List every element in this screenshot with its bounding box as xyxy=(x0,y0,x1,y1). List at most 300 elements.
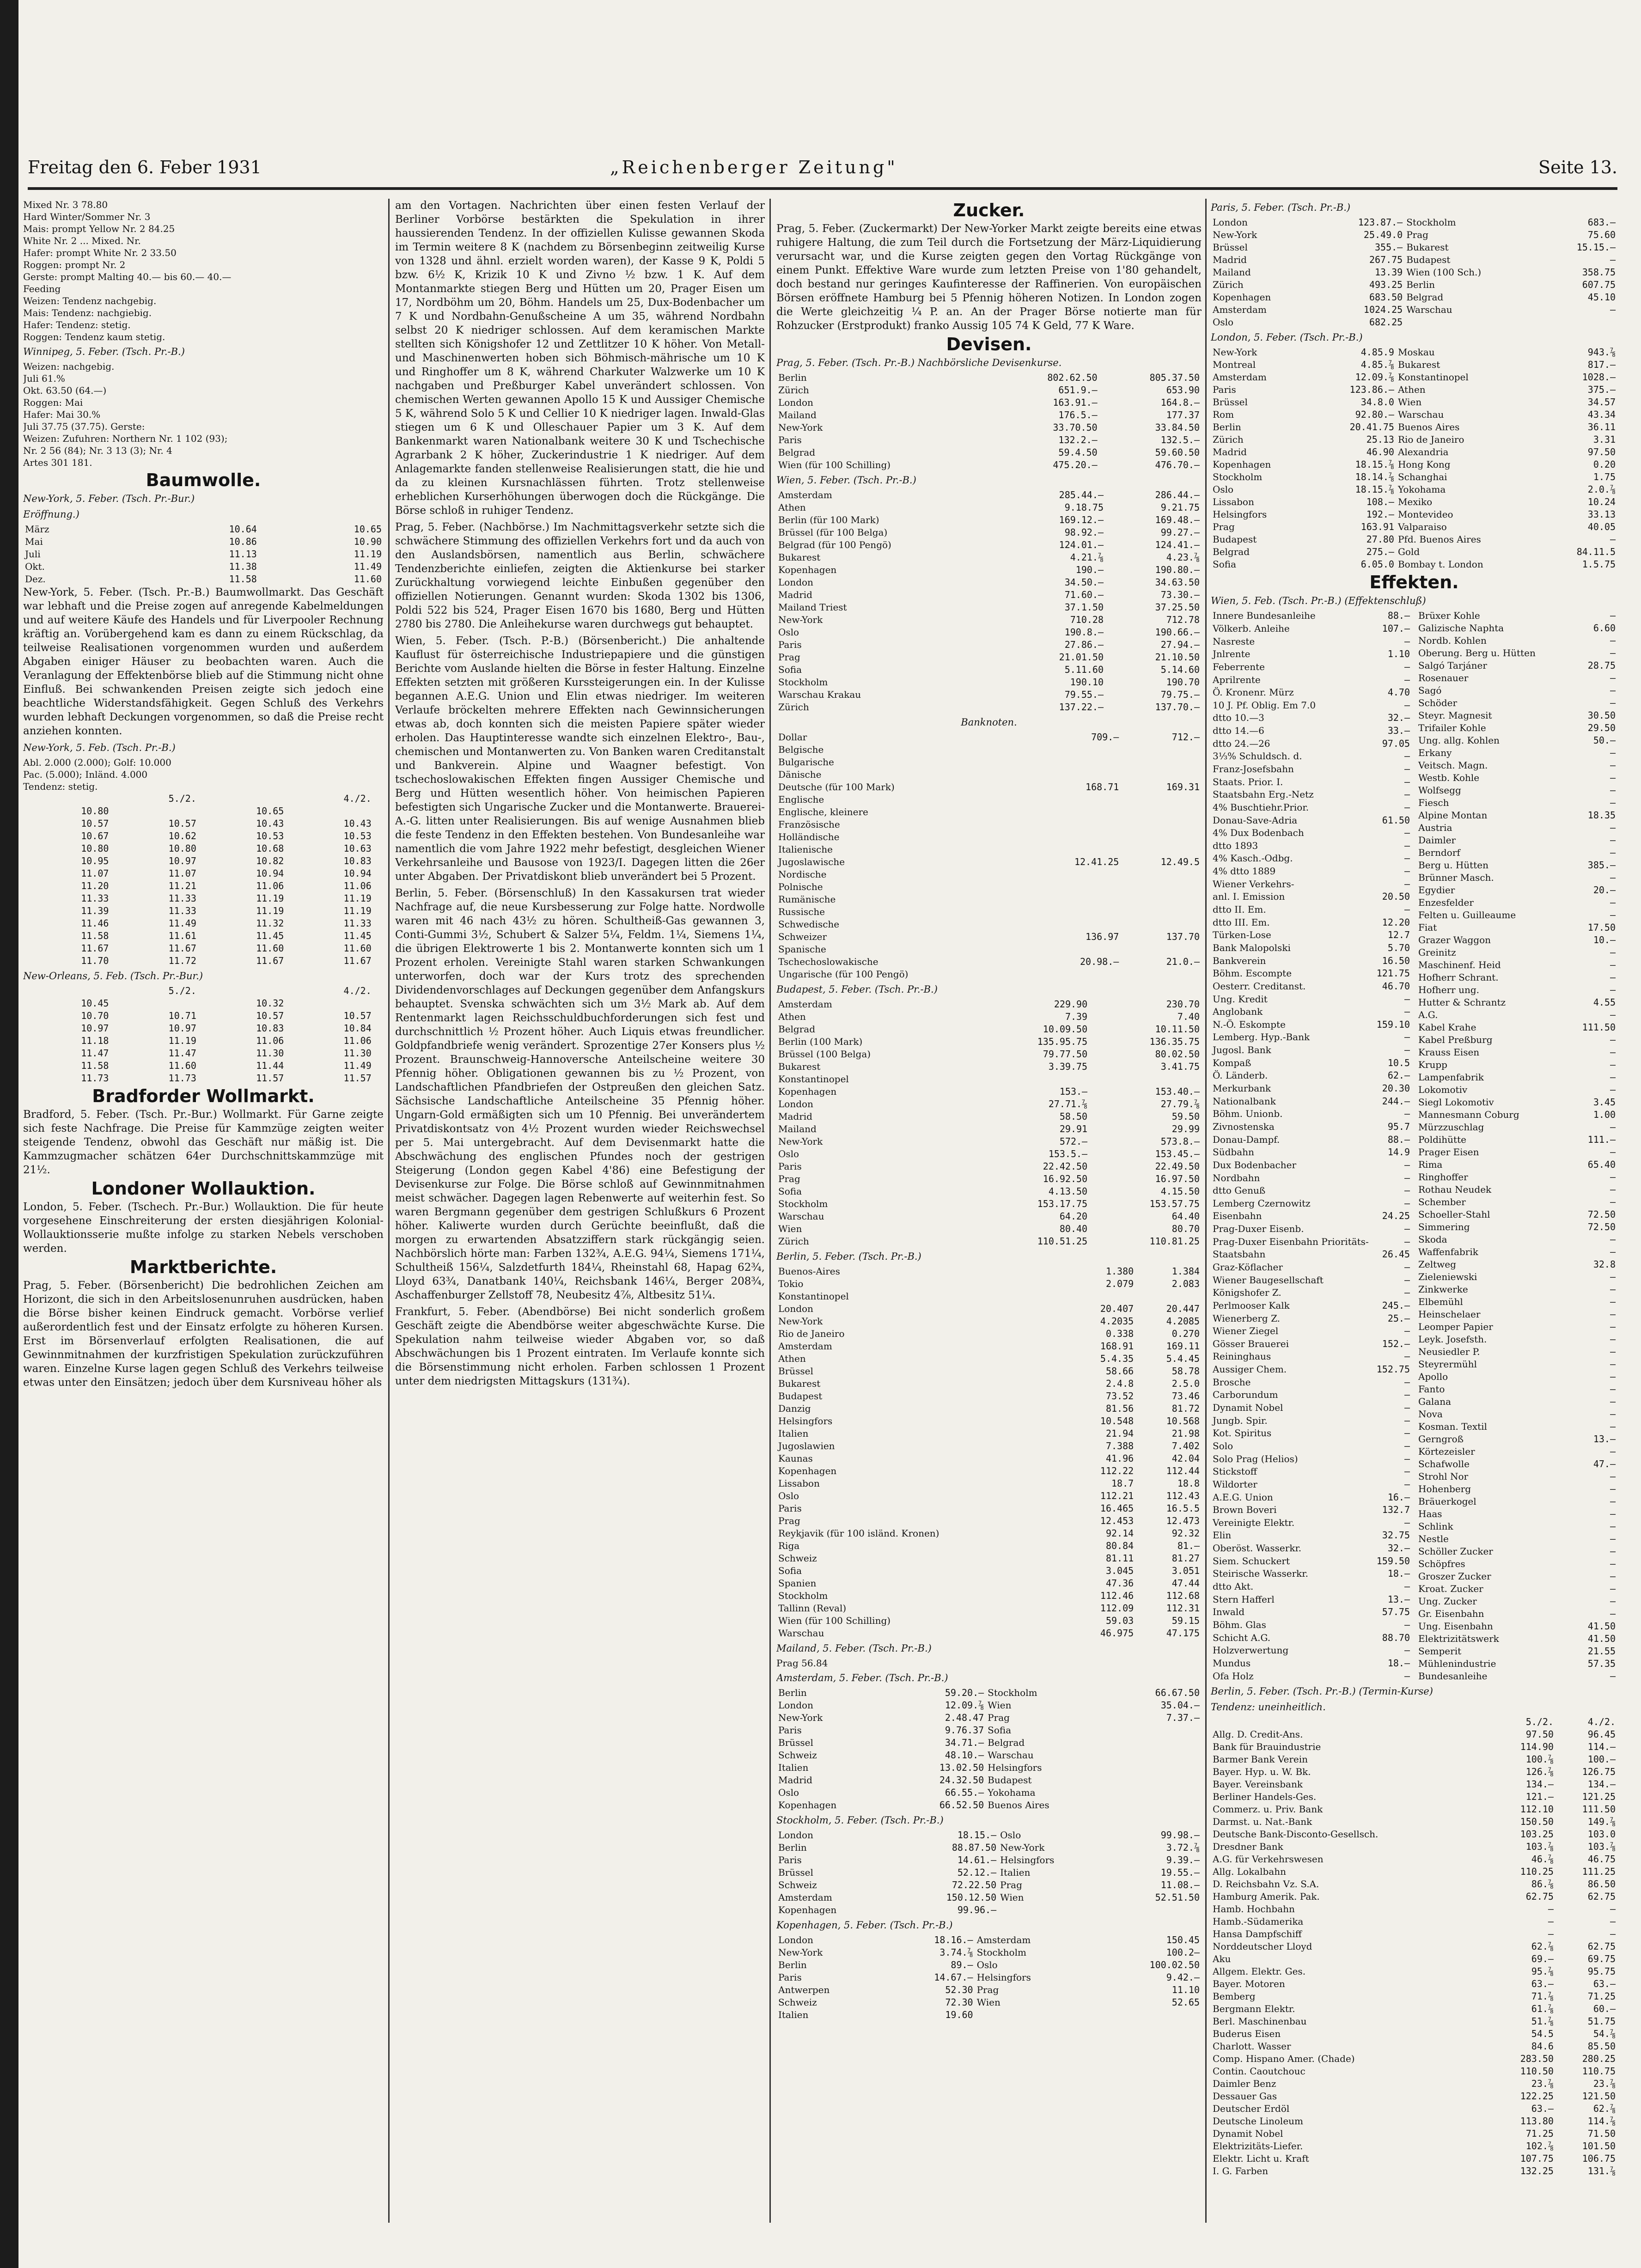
table-cell xyxy=(1121,806,1202,818)
table-cell: London xyxy=(778,577,813,588)
table-cell: Konstantinopel xyxy=(1397,372,1469,383)
table-row xyxy=(1416,734,1617,747)
table-row xyxy=(23,536,384,548)
table-cell: 100.— xyxy=(1587,1754,1616,1765)
table-cell: Berliner Handels-Ges. xyxy=(1213,1791,1317,1802)
table-cell: 4% Dux Bodenbach xyxy=(1213,827,1304,839)
table-row xyxy=(1416,1396,1617,1408)
table-cell: 802.62.50 xyxy=(1047,372,1098,383)
table-row xyxy=(1211,216,1617,229)
table-cell: Allgem. Elektr. Ges. xyxy=(1213,1966,1306,1977)
table-cell: New-York xyxy=(778,1947,823,1958)
table-cell: 92.32 xyxy=(1171,1528,1200,1539)
table-row xyxy=(1416,847,1617,859)
table-cell: 651.9.— xyxy=(1058,384,1098,396)
table-row xyxy=(1211,1452,1412,1465)
table-row xyxy=(1211,610,1412,622)
table-cell: 58.50 xyxy=(1059,1111,1088,1122)
table-cell: — xyxy=(1610,772,1616,783)
table-cell: — xyxy=(1610,947,1616,958)
table-cell: Daimler Benz xyxy=(1213,2078,1276,2089)
table-row xyxy=(776,893,1202,906)
table-cell: dtto III. Em. xyxy=(1213,916,1270,928)
table-row xyxy=(1211,942,1412,955)
table-cell: 34.50.— xyxy=(1064,577,1104,588)
table-cell: — xyxy=(1404,1031,1410,1043)
table-cell: 4.85.⅞ xyxy=(1360,359,1394,370)
table-cell: Riga xyxy=(778,1540,800,1551)
table-row xyxy=(1211,471,1617,483)
table-row xyxy=(1211,1580,1412,1593)
table-cell: Alexandria xyxy=(1397,446,1449,457)
table-cell: 805.37.50 xyxy=(1149,372,1200,383)
table-cell: 95.75 xyxy=(1587,1966,1616,1977)
table-cell: — xyxy=(1404,750,1410,762)
table-cell: Brünner Masch. xyxy=(1418,872,1494,883)
table-cell: 11.19 xyxy=(343,905,372,916)
table-cell: Kaunas xyxy=(778,1453,813,1464)
table-cell: Bank für Brauindustrie xyxy=(1213,1741,1321,1752)
table-cell xyxy=(1110,1737,1202,1749)
table-cell: 6.05.0 xyxy=(1360,559,1394,570)
table-cell: 97.50 xyxy=(1525,1729,1554,1740)
table-cell: 122.25 xyxy=(1520,2091,1554,2102)
table-cell: 96.45 xyxy=(1587,1729,1616,1740)
table-row xyxy=(776,968,1202,981)
table-cell: Zieleniewski xyxy=(1418,1271,1477,1282)
table-row xyxy=(1416,1021,1617,1034)
table-row xyxy=(1416,1445,1617,1458)
table-cell: 159.50 xyxy=(1376,1555,1410,1567)
table-cell: London xyxy=(778,1829,813,1841)
table-row xyxy=(1416,1258,1617,1271)
table-row xyxy=(1211,1567,1412,1580)
table-cell: 126.75 xyxy=(1582,1766,1616,1777)
table-cell: Rio de Janeiro xyxy=(778,1328,845,1339)
table-row xyxy=(1211,801,1412,814)
table-cell: Hamb.-Südamerika xyxy=(1213,1916,1304,1927)
text-line: Artes 301 181. xyxy=(23,457,92,468)
table-cell: Neusiedler P. xyxy=(1418,1346,1480,1357)
text-line: Hard Winter/Sommer Nr. 3 xyxy=(23,211,151,222)
table-cell: Brüssel (für 100 Belga) xyxy=(778,527,888,538)
table-row xyxy=(1211,929,1412,942)
table-row xyxy=(1416,1608,1617,1620)
table-cell: 3.45 xyxy=(1593,1097,1616,1108)
table-cell: — xyxy=(1404,904,1410,915)
table-row xyxy=(776,676,1202,689)
table-row xyxy=(776,1540,1202,1552)
table-cell: Austria xyxy=(1418,822,1452,833)
table-row xyxy=(1416,709,1617,722)
table-cell xyxy=(1030,793,1121,806)
table-cell: 61.50 xyxy=(1382,814,1410,826)
table-row xyxy=(1211,1056,1412,1069)
table-row xyxy=(776,539,1202,551)
table-row xyxy=(1416,684,1617,697)
table-cell: Helsingfors xyxy=(976,1972,1031,1983)
table-cell: 11.70 xyxy=(81,955,109,966)
table-cell: 63.— xyxy=(1593,1978,1616,1989)
text-line: Hafer: prompt White Nr. 2 33.50 xyxy=(23,247,177,258)
table-cell: 11.10 xyxy=(1171,1984,1200,1995)
table-cell: — xyxy=(1404,1402,1410,1414)
table-cell: 18.7 xyxy=(1111,1478,1134,1489)
table-cell: 10.80 xyxy=(81,805,109,817)
table-row xyxy=(1211,421,1617,433)
table-row xyxy=(1416,622,1617,634)
table-cell: 50.— xyxy=(1593,735,1616,746)
table-cell: 13.— xyxy=(1593,1433,1616,1445)
table-cell: Steirische Wasserkr. xyxy=(1213,1568,1308,1579)
table-header-cell: 4./2. xyxy=(343,793,372,804)
sugar-report: Prag, 5. Feber. (Zuckermarkt) Der New-Yorker Markt zeigte bereits eine etwas ruhigere Haltung, die zum Teil durch die Fortsetzung der März-Liquidierung verursacht war, und die Kurse zeigten gegen den Vortag Rückgänge von einem Punkt. Effektive Ware wurde zum letzten Preise von 1'80 gehandelt, doch bestand nur geringes Kaufinteresse der Raffinerien. Von europäischen Börsen eröffnete Hamburg bei 5 Pfennig höheren Notizen. In London zogen die Werte gleichzeitig ¼ P. an. An der Prager Börse notierte man für Rohzucker (Erstprodukt) franko Aussig 105 74 K Geld, 77 K Ware. xyxy=(776,223,1202,332)
table-cell: 7.402 xyxy=(1171,1440,1200,1451)
table-cell: Steyr. Magnesit xyxy=(1418,710,1492,721)
table-cell: Erkany xyxy=(1418,747,1452,758)
table-cell: Egydier xyxy=(1418,884,1455,896)
table-cell: 13.— xyxy=(1387,1593,1410,1605)
table-cell: 7.39 xyxy=(1065,1011,1088,1022)
table-cell: 11.13 xyxy=(229,549,257,560)
table-cell: 29.99 xyxy=(1171,1123,1200,1134)
table-cell: 112.31 xyxy=(1166,1603,1200,1614)
table-cell: — xyxy=(1548,1903,1554,1914)
table-cell: 11.44 xyxy=(256,1060,284,1071)
table-cell: — xyxy=(1610,1371,1616,1382)
table-row xyxy=(776,396,1202,409)
table-cell xyxy=(1069,1290,1135,1303)
table-cell: — xyxy=(1404,1261,1410,1273)
table-row xyxy=(1211,558,1617,571)
table-cell: Paris xyxy=(778,1503,802,1514)
table-row xyxy=(776,589,1202,601)
table-row xyxy=(1416,647,1617,659)
table-cell: 169.12.— xyxy=(1059,514,1104,525)
table-cell: 132.5.— xyxy=(1160,434,1200,445)
table-row xyxy=(1211,2078,1617,2090)
table-cell: — xyxy=(1610,822,1616,833)
table-cell: 33.84.50 xyxy=(1155,422,1200,433)
table-row xyxy=(1211,2140,1617,2152)
table-cell: 11.58 xyxy=(81,930,109,941)
table-cell: Südbahn xyxy=(1213,1146,1254,1158)
table-cell: 61.⅞ xyxy=(1531,2003,1554,2014)
table-cell: 3⅓% Schuldsch. d. xyxy=(1213,750,1302,762)
table-cell: Stockholm xyxy=(1406,217,1456,228)
table-row xyxy=(776,806,1202,818)
table-row xyxy=(1211,1940,1617,1953)
table-row xyxy=(1211,2028,1617,2040)
table-cell: 11.47 xyxy=(81,1048,109,1059)
table-header-cell xyxy=(198,793,286,805)
table-cell: 10.67 xyxy=(81,830,109,841)
table-cell: 12.49.5 xyxy=(1160,856,1200,867)
table-cell: 5.14.60 xyxy=(1160,664,1200,675)
ny-title: New-York, 5. Feber. (Tsch. Pr.-Bur.) xyxy=(23,493,195,504)
table-cell: 57.35 xyxy=(1587,1658,1616,1669)
table-row xyxy=(1211,2015,1617,2028)
table-row xyxy=(23,930,384,942)
table-cell xyxy=(1135,1290,1202,1303)
table-cell: 98.92.— xyxy=(1064,527,1104,538)
table-cell: Elektrizitäts-Liefer. xyxy=(1213,2140,1303,2152)
table-cell: 11.60 xyxy=(168,1060,196,1071)
table-cell: 110.75 xyxy=(1582,2066,1616,2077)
table-row xyxy=(1416,1296,1617,1308)
table-cell: Belgische xyxy=(778,744,824,755)
table-row xyxy=(1211,1069,1412,1082)
table-row xyxy=(23,905,384,917)
table-cell: Rosenauer xyxy=(1418,672,1469,683)
table-row xyxy=(776,1946,1202,1959)
table-row xyxy=(1211,737,1412,750)
paris-fx-title: Paris, 5. Feber. (Tsch. Pr.-B.) xyxy=(1211,202,1351,213)
table-cell: Wien xyxy=(976,1997,1000,2008)
table-row xyxy=(776,489,1202,501)
table-cell: 22.49.50 xyxy=(1155,1161,1200,1172)
table-cell: 114.⅞ xyxy=(1587,2116,1616,2127)
table-cell: dtto 24.—26 xyxy=(1213,738,1270,749)
table-row xyxy=(1416,859,1617,872)
table-cell: Wien xyxy=(1000,1892,1024,1903)
table-cell: 59.50 xyxy=(1171,1111,1200,1122)
table-cell: 79.77.50 xyxy=(1043,1049,1088,1060)
table-cell: 11.19 xyxy=(256,905,284,916)
table-cell: 0.270 xyxy=(1171,1328,1200,1339)
table-cell: — xyxy=(1610,1384,1616,1395)
grain-market-lines xyxy=(23,199,384,343)
table-cell: 4% dtto 1889 xyxy=(1213,866,1276,877)
table-row xyxy=(1211,1478,1412,1491)
table-cell: Kopenhagen xyxy=(1213,292,1271,303)
table-cell: 150.45 xyxy=(1166,1934,1200,1945)
table-row xyxy=(776,1173,1202,1185)
table-row xyxy=(776,1303,1202,1315)
table-row xyxy=(776,1265,1202,1278)
table-cell: Gösser Brauerei xyxy=(1213,1338,1289,1349)
table-cell: Waffenfabrik xyxy=(1418,1246,1478,1257)
table-cell: 12.20 xyxy=(1382,916,1410,928)
table-cell: Prag xyxy=(988,1712,1010,1723)
table-cell: Ringhoffer xyxy=(1418,1171,1468,1183)
table-cell: 11.20 xyxy=(81,880,109,891)
table-row xyxy=(776,1452,1202,1465)
table-row xyxy=(1416,1059,1617,1071)
table-cell: 80.84 xyxy=(1105,1540,1134,1551)
table-row xyxy=(1211,1644,1412,1657)
table-row xyxy=(1211,1778,1617,1791)
table-row xyxy=(1416,896,1617,909)
ny-cotton-table xyxy=(23,523,384,585)
table-cell: 27.94.— xyxy=(1160,639,1200,650)
table-cell: 11.08.— xyxy=(1160,1879,1200,1890)
table-cell: 10.43 xyxy=(343,818,372,829)
table-row xyxy=(776,564,1202,576)
table-cell: — xyxy=(1610,1521,1616,1532)
table-row xyxy=(1211,1753,1617,1766)
table-cell: 7.388 xyxy=(1105,1440,1134,1451)
table-cell: 16.465 xyxy=(1100,1503,1134,1514)
table-row xyxy=(1211,725,1412,738)
table-row xyxy=(776,1198,1202,1210)
table-cell: Mailand xyxy=(778,1123,817,1134)
table-cell: 80.70 xyxy=(1171,1223,1200,1234)
table-row xyxy=(776,1210,1202,1223)
table-cell: dtto Genuß xyxy=(1213,1185,1266,1196)
table-cell: Wolfsegg xyxy=(1418,785,1461,796)
table-cell: Buenos Aires xyxy=(1397,421,1460,433)
table-row xyxy=(1211,1803,1617,1816)
table-cell: 10.68 xyxy=(256,843,284,854)
table-cell: 17.50 xyxy=(1587,922,1616,933)
table-cell: 683.— xyxy=(1587,217,1616,228)
table-cell: Wiener Verkehrs- xyxy=(1213,878,1294,890)
table-cell xyxy=(1110,1774,1202,1786)
table-cell: — xyxy=(1610,1047,1616,1058)
table-cell: Prag xyxy=(1000,1879,1022,1890)
table-row xyxy=(1211,1542,1412,1555)
table-row xyxy=(776,793,1202,806)
table-cell: 2.0.⅞ xyxy=(1587,484,1616,495)
table-row xyxy=(1416,1134,1617,1146)
table-cell: 47.— xyxy=(1593,1458,1616,1469)
table-cell: 150.12.50 xyxy=(946,1892,997,1903)
table-row xyxy=(1416,1633,1617,1645)
table-cell: 114.90 xyxy=(1520,1741,1554,1752)
table-cell xyxy=(1121,881,1202,893)
table-cell: — xyxy=(1610,1296,1616,1307)
table-cell: Sofia xyxy=(778,1186,802,1197)
table-cell: 230.70 xyxy=(1166,999,1200,1010)
berlin-fx-title: Berlin, 5. Feber. (Tsch. Pr.-B.) xyxy=(776,1251,921,1262)
table-row xyxy=(776,1841,1202,1854)
table-cell: A.G. für Verkehrswesen xyxy=(1213,1853,1324,1865)
table-cell: Hofherr Schrant. xyxy=(1418,972,1499,983)
table-cell: — xyxy=(1404,1453,1410,1464)
table-cell: Inwald xyxy=(1213,1606,1245,1618)
table-cell: 100.2— xyxy=(1166,1947,1200,1958)
table-cell: 10.57 xyxy=(168,818,196,829)
text-line: Mais: Tendenz: nachgiebig. xyxy=(23,307,152,318)
table-cell: — xyxy=(1610,1359,1616,1370)
table-cell: Berlin xyxy=(1406,279,1435,290)
table-cell: Warschau xyxy=(778,1211,824,1222)
table-cell xyxy=(1121,843,1202,856)
text-line: Roggen: Mai xyxy=(23,397,83,408)
table-cell: Tallinn (Reval) xyxy=(778,1603,847,1614)
ny2-lines xyxy=(23,756,384,793)
table-cell: 29.50 xyxy=(1587,722,1616,733)
table-cell: 112.21 xyxy=(1100,1490,1134,1501)
table-row xyxy=(776,1699,1202,1712)
table-cell: Englische, kleinere xyxy=(778,806,868,817)
table-cell: 2.5.0 xyxy=(1171,1378,1200,1389)
table-cell: 114.— xyxy=(1587,1741,1616,1752)
table-cell: Zürich xyxy=(1213,279,1244,290)
table-row xyxy=(1211,2128,1617,2140)
table-row xyxy=(23,1072,384,1085)
table-cell: Yokohama xyxy=(1397,484,1446,495)
table-cell: Amsterdam xyxy=(778,1341,832,1352)
table-row xyxy=(1211,1363,1412,1376)
table-cell: Prag xyxy=(1406,229,1428,240)
table-cell: Allg. D. Credit-Ans. xyxy=(1213,1729,1303,1740)
vienna-report: Wien, 5. Feber. (Tsch. P.-B.) (Börsenbericht.) Die anhaltende Kauflust für österreichische Industriepapiere und die günstigen Berichte vom Auslande hielten die Börse in fester Haltung. Einzelne Effekten setzten mit größeren Kurssteigerungen ein. In der Kulisse begannen A.E.G. Union und Elin etwas niedriger. Im weiteren Verlaufe bröckelten mehrere Effekten nach Gewinnsicherungen etwas ab, doch konnten sich die meisten Papiere später wieder erholen. Das Hauptinteresse wandte sich einzelnen Elektro-, Bau-, chemischen und Montanwerten zu. Von Banken waren Creditanstalt und Bankverein. Alpine und Waagner befestigt. Von tschechoslowakischen Effekten fingen Aussiger Chemische und Berg und Hütten wesentlich höher. Von heimischen Papieren befestigten sich Ungarische Zucker und die Montanwerte. Brauerei-A.-G. litten unter Realisierungen. Bis auf wenige Ausnahmen blieb die feste Tendenz in den Effekten bestehen. Von Bundesanleihe war namentlich die vom Jahre 1922 mehr befestigt, desgleichen Wiener Verkehrsanleihe und Bausose von 1923/I. Dagegen litten die 26er unter Abgaben. Der Privatdiskont blieb unverändert bei 5 Prozent. xyxy=(395,635,765,883)
table-cell: 4.70 xyxy=(1387,687,1410,698)
table-row xyxy=(1211,1928,1617,1940)
table-cell: Darmst. u. Nat.-Bank xyxy=(1213,1816,1312,1827)
table-cell: 126.⅞ xyxy=(1525,1766,1554,1777)
table-header-cell: 4./2. xyxy=(1587,1716,1616,1727)
table-cell: — xyxy=(1610,747,1616,758)
table-row xyxy=(1211,1286,1412,1299)
table-cell: 385.— xyxy=(1587,860,1616,871)
table-cell: 58.78 xyxy=(1171,1366,1200,1377)
table-cell: 71.25 xyxy=(1587,1991,1616,2002)
table-row xyxy=(23,573,384,585)
table-row xyxy=(776,1712,1202,1724)
table-cell: 58.66 xyxy=(1105,1366,1134,1377)
table-cell: — xyxy=(1610,1533,1616,1544)
table-cell: — xyxy=(1610,1084,1616,1095)
table-cell: Bankverein xyxy=(1213,955,1266,966)
table-row xyxy=(1211,686,1412,699)
table-cell: 112.22 xyxy=(1100,1465,1134,1476)
table-cell: Deutscher Erdöl xyxy=(1213,2103,1290,2114)
table-cell: — xyxy=(1610,697,1616,708)
table-cell: 59.15 xyxy=(1171,1615,1200,1626)
table-row xyxy=(1416,822,1617,834)
table-cell: — xyxy=(1610,1596,1616,1607)
table-cell: Daimler xyxy=(1418,835,1456,846)
table-cell: 18.— xyxy=(1387,1657,1410,1669)
table-row xyxy=(776,1123,1202,1135)
table-cell: 14.61.— xyxy=(957,1854,997,1866)
table-cell: Staats. Prior. I. xyxy=(1213,776,1283,787)
table-cell: Ung. Kredit xyxy=(1213,993,1268,1005)
table-row xyxy=(1211,1427,1412,1440)
table-row xyxy=(776,1502,1202,1515)
table-row xyxy=(1416,1196,1617,1208)
section-heading-baumwolle: Baumwolle. xyxy=(146,470,261,490)
table-cell: 11.67 xyxy=(343,955,372,966)
table-cell: Berndorf xyxy=(1418,847,1460,858)
table-cell: — xyxy=(1610,760,1616,771)
table-cell: — xyxy=(1610,1421,1616,1432)
table-cell: — xyxy=(1404,1440,1410,1451)
table-row xyxy=(23,1035,384,1047)
table-cell: Donau-Save-Adria xyxy=(1213,814,1298,826)
table-row xyxy=(1211,1082,1412,1095)
table-row xyxy=(776,1135,1202,1148)
table-row xyxy=(23,955,384,967)
table-cell: — xyxy=(1610,1583,1616,1594)
table-cell: 20.98.— xyxy=(1080,956,1119,967)
table-row xyxy=(1211,878,1412,890)
table-cell: 163.91.— xyxy=(1053,397,1098,408)
table-cell: 229.90 xyxy=(1054,999,1088,1010)
table-cell: Oslo xyxy=(976,1959,998,1970)
table-cell: — xyxy=(1404,1236,1410,1247)
table-cell: 18.15.⅞ xyxy=(1355,484,1394,495)
table-row xyxy=(1211,1121,1412,1134)
table-cell: — xyxy=(1404,1427,1410,1439)
table-row xyxy=(1211,775,1412,788)
table-cell: New-York xyxy=(778,1316,823,1327)
table-cell: Brüssel (100 Belga) xyxy=(778,1049,871,1060)
table-cell: Buderus Eisen xyxy=(1213,2028,1281,2039)
